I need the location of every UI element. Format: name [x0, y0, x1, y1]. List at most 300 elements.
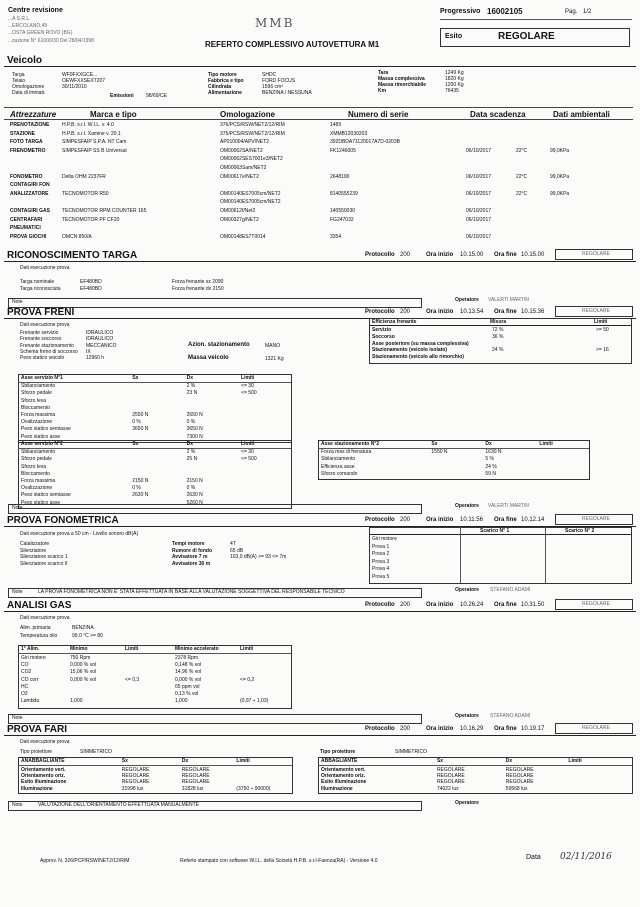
asse-cell: 2 %	[186, 383, 196, 390]
attrezzature-cell: OM00063Sam/NET2	[220, 165, 267, 171]
freni-left-value-4: 12960 h	[86, 355, 105, 362]
gas-alim-value: BENZINA	[72, 625, 94, 631]
attrezzature-cell: SIMPESFAIP S.P.A. NT Cam	[62, 139, 127, 146]
footer-approval: Approv. N. 326/PCP/RSW/NET2/12/RIM	[40, 858, 130, 864]
gas-cell: 0,000 % vol	[70, 662, 97, 669]
attrezzature-cell: OM00140ES7005cm/NET2	[220, 190, 281, 197]
asse-cell: 24 %	[485, 463, 497, 470]
fono-ora-fine-label: Ora fine	[494, 517, 517, 523]
fari-cell: REGOLARE	[181, 773, 210, 780]
asse-cell: 0 %	[186, 419, 196, 426]
asse-cell: 2150 N	[132, 478, 149, 484]
fari-row-label: Illuminazione	[321, 785, 353, 792]
eff-row-misura: 36 %	[492, 333, 504, 340]
fari-esito: REGOLARE	[582, 725, 610, 731]
targa-ora-inizio-label: Ora inizio	[426, 252, 454, 258]
fono-scarico-row: Prova 3	[372, 558, 390, 565]
veicolo-right-value-3: 76435	[445, 88, 459, 94]
asse-header: Dx	[485, 441, 492, 447]
asse-row-label: Bloccamento	[21, 470, 50, 477]
freni-protocollo-label: Protocollo	[365, 309, 395, 315]
gas-esito: REGOLARE	[582, 601, 610, 607]
attrezzature-cell: 06/10/2017	[466, 173, 492, 180]
attrezzature-cell: 99,0KPa	[550, 190, 570, 197]
eff-row-label: Servizio	[372, 327, 392, 333]
massa-veicolo-label: Massa veicolo	[188, 355, 229, 361]
footer-date-value: 02/11/2016	[560, 852, 612, 862]
fono-note-text: LA PROVA FONOMETRICA NON E' STATA EFFETTUATA IN BASE ALLA VALUTAZIONE SOGGETTIVA DEL RESPONSABILE TECNICO	[38, 589, 345, 595]
attrezzature-cell: TECNOMOTOR R50	[62, 190, 109, 197]
targa-dati-label: Dati esecuzione prova	[20, 265, 70, 271]
fari-row-label: Illuminazione	[21, 785, 53, 792]
asse-row-label: Forza max di frenatura	[321, 449, 372, 456]
asse-row-label: Sforzo comando	[321, 470, 358, 477]
attrezzature-cell: STAZIONE	[10, 130, 35, 137]
asse-row-label: Sbilanciamento	[21, 383, 56, 390]
fari-header: ABBAGLIANTE	[321, 758, 358, 764]
gas-row-label: CO2	[21, 669, 32, 676]
veicolo-mid-label-0: Tipo motore	[208, 72, 237, 78]
veicolo-mid-label-1: Fabbrica e tipo	[208, 78, 244, 84]
freni-operatore-value: VALERTI MARTIN	[488, 503, 529, 509]
table-rule	[18, 765, 292, 766]
section-prova-freni: PROVA FRENI	[4, 307, 636, 319]
attrezzature-cell: 3354	[330, 233, 342, 240]
eff-row-limite: >= 50	[596, 327, 609, 333]
veicolo-value-2: OEWFXXSEXT207	[62, 78, 106, 84]
freni-ora-inizio-value: 10.13.54	[460, 309, 484, 315]
fari-cell: REGOLARE	[436, 779, 465, 786]
attrezzature-cell: OM00327g/NET2	[220, 216, 259, 223]
fono-left-1: Silenziatore	[20, 547, 47, 554]
freni-left-labels	[20, 330, 78, 361]
attrezzature-cell: PROVA GIOCHI	[10, 233, 47, 240]
fono-mid-value-1: 65 dB	[230, 547, 244, 554]
asse-header: Sx	[431, 441, 438, 447]
targa-nominale-label: Targa nominale	[20, 279, 55, 285]
attrezzature-cell: OMCN 850/A	[62, 233, 92, 240]
fari-header: Sx	[436, 758, 444, 764]
attrezzature-cell: AP010004/APV/NET2	[220, 139, 269, 146]
freni-ora-fine-value: 10.15.36	[521, 309, 545, 315]
fari-header: Sx	[121, 758, 128, 764]
veicolo-label-0: Targa	[12, 72, 25, 78]
attrezzature-cell: OM00148ES7T0014	[220, 233, 266, 240]
fari-cell: REGOLARE	[505, 779, 534, 786]
section-riconoscimento-targa: RICONOSCIMENTO TARGA	[4, 250, 636, 262]
gas-cell: <= 0,3	[125, 676, 140, 683]
attrezzature-cell: H.P.B. s.r.l. W.I.L. v. 4.0	[62, 122, 114, 128]
freni-note-label: Note	[12, 505, 23, 511]
attrezzature-cell: CONTAGIRI GAS	[10, 208, 50, 214]
fari-cell: REGOLARE	[121, 773, 150, 780]
asse-row-label: Ovalizzazione	[21, 485, 53, 492]
gas-cell: 1,000	[175, 698, 188, 705]
attrezzature-cell: 06/10/2017	[466, 147, 492, 154]
asse-row-label: Peso statico asse	[21, 433, 61, 440]
emissioni-value: 98/69/CE	[146, 93, 167, 99]
asse-row-label: Bloccamento	[21, 404, 50, 411]
veicolo-right-values	[445, 70, 464, 94]
asse-header: Asse stazionamento N°2	[321, 441, 380, 447]
targa-operatore-value: VALERTI MARTIN	[488, 297, 529, 303]
veicolo-left-values	[62, 72, 105, 90]
attrezzature-cell: ANALIZZATORE	[10, 190, 49, 197]
fari-header: ANABBAGLIANTE	[21, 758, 65, 764]
fono-mid-label-3: Avvisatore 30 m	[172, 560, 211, 567]
veicolo-right-labels	[378, 70, 426, 94]
attrezzature-cell: 06/10/2017	[466, 208, 492, 214]
asse-cell: 2630 N	[186, 492, 203, 499]
fari-cell: REGOLARE	[121, 767, 150, 773]
fono-scarico-box	[369, 527, 632, 584]
gas-header: Minimo	[70, 646, 88, 652]
fono-mid-value-2: 103,0 dB(A) >= 93 <= 7m	[230, 554, 287, 560]
attrezzature-header-3: Numero di serie	[348, 110, 409, 119]
veicolo-value-1: WF0FXXGCE...	[62, 72, 98, 78]
attrezzature-cell: 1489	[330, 122, 342, 128]
gas-cell: 0,148 % vol	[175, 662, 202, 669]
fono-protocollo-value: 200	[400, 517, 411, 523]
fari-cell: 31998 lux	[121, 785, 144, 792]
gas-cell: 0,13 % vol	[175, 691, 199, 697]
attrezzature-cell: TECNOMOTOR RPM COUNTER 165	[62, 208, 147, 214]
attrezzature-cell: OM00612f/Net2	[220, 208, 256, 214]
targa-nominale-value: EF480BD	[80, 279, 102, 285]
section-analisi-gas: ANALISI GAS	[4, 600, 636, 612]
fari-cell: 74022 lux	[436, 785, 459, 792]
targa-operatore-label: Operatore	[455, 297, 479, 303]
gas-dati-label: Dati esecuzione prova	[20, 615, 70, 621]
freni-left-values	[86, 330, 117, 361]
attrezzature-cell: SIMPESFAIP SS B Universal	[62, 147, 127, 154]
attrezzature-cell: XMMB12030203	[330, 130, 368, 137]
asse-cell: <= 30	[241, 449, 254, 456]
fari-note-text: VALUTAZIONE DELL'ORIENTAMENTO EFFETTUATA MANUALMENTE	[38, 802, 199, 808]
forza-frenante-dx: Forza frenante dx 2150	[172, 286, 224, 292]
veicolo-mid-label-3: Alimentazione	[208, 90, 242, 96]
gas-cell: 15,06 % vol	[70, 669, 97, 676]
veicolo-mid-values	[262, 72, 312, 96]
fari-tipo-value-left: SIMMETRICO	[80, 749, 112, 755]
asse-row-label: Peso statico semiasse	[21, 492, 71, 499]
fari-cell: REGOLARE	[181, 779, 210, 786]
asse-cell: 59 N	[485, 470, 496, 477]
attrezzature-cell: OM00062SES7001e3/NET2	[220, 156, 283, 163]
attrezzature-cell: FG247032	[330, 216, 354, 223]
targa-riconosciuta-label: Targa riconosciuta	[20, 286, 61, 292]
azion-label: Azion. stazionamento	[188, 342, 250, 348]
freni-ora-fine-label: Ora fine	[494, 309, 517, 315]
fari-header: Limiti	[236, 758, 250, 764]
targa-ora-inizio-value: 10.15.00	[460, 252, 484, 258]
asse-cell: 2 %	[186, 449, 196, 456]
attrezzature-cell: OM00617e/NET2	[220, 173, 259, 180]
fari-cell: REGOLARE	[121, 779, 150, 786]
asse-header: Dx	[186, 441, 194, 447]
gas-header: 1° Alim.	[21, 646, 40, 652]
gas-temp-label: Temperatura olio	[20, 633, 58, 639]
fari-cell: REGOLARE	[436, 767, 465, 773]
attrezzature-cell: 392DBDA71120017A7D-0203B	[330, 139, 400, 146]
attrezzature-cell: FK1246005	[330, 147, 356, 154]
fari-header: Dx	[181, 758, 189, 764]
eff-row-label: Asse posteriore (su massa complessiva)	[372, 340, 469, 347]
freni-left-label-0: Frenante servizio	[20, 330, 59, 336]
veicolo-value-3: 30/11/2010	[62, 84, 87, 90]
veicolo-mid-value-2: 1596 cm³	[262, 84, 283, 90]
gas-row-label: CO	[21, 662, 29, 669]
asse-cell: 2150 N	[186, 478, 203, 484]
attrezzature-cell: 99,0KPa	[550, 173, 570, 180]
fono-note-label: Note	[12, 589, 23, 595]
fono-operatore-label: Operatore	[455, 587, 479, 593]
asse-header: Limiti	[241, 441, 255, 447]
veicolo-right-value-1: 1820 Kg	[445, 76, 464, 82]
targa-protocollo-label: Protocollo	[365, 252, 395, 258]
veicolo-mid-value-0: SHDC	[262, 72, 277, 78]
progressivo-value: 16002105	[487, 7, 523, 16]
veicolo-mid-labels	[208, 72, 244, 96]
veicolo-label-3: Data di immatr.	[12, 90, 46, 96]
gas-header: Limiti	[125, 646, 139, 652]
targa-ora-fine-label: Ora fine	[494, 252, 517, 258]
asse-header: Limiti	[539, 441, 553, 447]
veicolo-mid-value-1: FORD FOCUS	[262, 78, 296, 84]
gas-row-label: Lambda	[21, 698, 40, 705]
fari-ora-fine-value: 10.19.17	[521, 726, 545, 732]
scarico-2-header: Scarico N° 2	[565, 528, 595, 534]
asse-row-label: Efficienza asse	[321, 463, 355, 470]
page-value: 1/2	[583, 9, 592, 15]
veicolo-mid-label-2: Cilindrata	[208, 84, 232, 90]
azion-value: MANO	[265, 343, 280, 349]
attrezzature-cell: 22°C	[516, 147, 528, 154]
gas-cell: 2378 Rpm	[175, 655, 199, 661]
asse-header: Dx	[186, 375, 194, 381]
attrezzature-header-4: Data scadenza	[470, 110, 526, 119]
fari-cell: REGOLARE	[181, 767, 210, 773]
attrezzature-cell: 2648190	[330, 173, 350, 180]
gas-row-label: CO corr	[21, 676, 39, 683]
fono-scarico-row: Prova 1	[372, 543, 390, 550]
asse-cell: 3650 N	[186, 426, 203, 433]
fono-dati-label: Dati esecuzione prova a 50 cm - Livello sonoro dB(A)	[20, 531, 139, 537]
veicolo-right-value-0: 1249 Kg	[445, 70, 464, 76]
freni-left-label-2: Frenante stazionamento	[20, 342, 74, 349]
fari-dati-label: Dati esecuzione prova	[20, 739, 70, 745]
gas-cell: 14,96 % vol	[175, 669, 202, 676]
veicolo-right-label-2: Massa rimorchiabile	[378, 82, 427, 88]
freni-left-value-2: MECCANICO	[86, 342, 117, 349]
veicolo-label-2: Omologazione	[12, 84, 45, 90]
freni-left-label-3: Schema freno di soccorso	[20, 348, 78, 355]
fono-scarico-row: Prova 4	[372, 566, 390, 572]
attrezzature-header-0: Attrezzature	[10, 110, 57, 119]
veicolo-mid-value-3: BENZINA / NESSUNA	[262, 90, 312, 96]
eff-row-label: Soccorso	[372, 333, 395, 340]
asse-row-label: Forza massima	[21, 412, 56, 418]
fono-ora-fine-value: 10.12.14	[521, 517, 545, 523]
eff-row-misura: 72 %	[492, 327, 504, 333]
gas-temp-value: 99,0 °C >= 80	[72, 633, 103, 639]
asse-row-label: Sforzo pedale	[21, 456, 52, 463]
targa-protocollo-value: 200	[400, 252, 411, 258]
eff-header-1: Misura	[490, 319, 507, 325]
fari-cell: REGOLARE	[436, 773, 465, 780]
gas-cell: 0,000 % vol	[175, 676, 202, 683]
asse-cell: 25 N	[186, 456, 198, 463]
scarico-1-header: Scarico N° 1	[480, 528, 510, 534]
asse-header: Sx	[132, 375, 139, 381]
targa-riconosciuta-value: EF480BD	[80, 286, 102, 292]
attrezzature-cell: 06/10/2017	[466, 190, 492, 197]
targa-esito: REGOLARE	[582, 251, 610, 257]
asse-row-label: Sbilanciamento	[321, 456, 356, 463]
fono-operatore-value: STEFANO ADAMI	[490, 587, 531, 593]
veicolo-right-value-2: 1200 Kg	[445, 82, 464, 88]
footer-date-label: Data	[526, 854, 541, 861]
freni-left-label-4: Peso statico veicolo	[20, 355, 65, 362]
fari-row-label: Orientamento vert.	[21, 767, 66, 773]
fono-left-labels	[20, 541, 68, 567]
attrezzature-cell: H.P.B. s.r.l. Xamine v. 20.1	[62, 130, 121, 137]
fari-ora-inizio-value: 10.16.29	[460, 726, 484, 732]
fono-left-3: Silenziatore scarico II	[20, 560, 68, 567]
asse-row-label: Ovalizzazione	[21, 419, 53, 426]
attrezzature-cell: 99,0KPa	[550, 147, 570, 154]
gas-protocollo-label: Protocollo	[365, 602, 395, 608]
fono-mid-value-0: 4T	[230, 541, 236, 547]
freni-dati-label: Dati esecuzione prova	[20, 322, 70, 328]
eff-row-label: Stazionamento (veicolo allo rimorchio)	[372, 354, 464, 361]
centre-title: Centre revisione	[8, 7, 63, 14]
attrezzature-cell: 22°C	[516, 190, 528, 197]
veicolo-right-label-1: Massa complessiva	[378, 76, 425, 82]
centre-address-1: ...A S.R.L.	[8, 16, 31, 22]
asse-cell: 5 %	[485, 456, 495, 463]
gas-cell: 0,000 % vol	[70, 676, 97, 683]
fono-mid-label-1: Rumore di fondo	[172, 547, 212, 554]
asse-cell: 7300 N	[186, 433, 203, 440]
fono-ora-inizio-label: Ora inizio	[426, 517, 454, 523]
freni-esito: REGOLARE	[582, 308, 610, 314]
fari-protocollo-value: 200	[400, 726, 411, 732]
section-prova-fari: PROVA FARI	[4, 724, 636, 736]
eff-header-2: Limiti	[594, 319, 608, 325]
massa-veicolo-value: 1321 Kg	[265, 356, 284, 362]
asse-cell: 2550 N	[132, 412, 149, 418]
fari-ora-inizio-label: Ora inizio	[426, 726, 454, 732]
attrezzature-cell: 375/PCS/RSW/NET2/12/RIM	[220, 130, 285, 137]
centre-address-2: ...ERCOLANO,45	[8, 23, 48, 29]
fari-tipo-label-left: Tipo proiettore	[20, 749, 53, 755]
asse-row-label: Peso statico asse	[21, 499, 61, 506]
fari-header: Dx	[505, 758, 513, 764]
asse-row-label: Sbilanciamento	[21, 449, 56, 456]
asse-row-label: Sforzo pedale	[21, 390, 52, 397]
freni-ora-inizio-label: Ora inizio	[426, 309, 454, 315]
asse-row-label: Forza massima	[21, 478, 56, 484]
section-prova-fonometrica: PROVA FONOMETRICA	[4, 515, 636, 527]
gas-operatore-value: STEFANO ADAMI	[490, 713, 531, 719]
fari-cell: (3750 ÷ 90000)	[236, 785, 271, 792]
asse-cell: 0 %	[132, 419, 141, 426]
attrezzature-cell: OM00062SA/NET2	[220, 147, 263, 154]
progressivo-label: Progressivo	[440, 8, 481, 15]
asse-cell: <= 30	[241, 383, 254, 390]
fari-cell: REGOLARE	[505, 773, 534, 780]
attrezzature-cell: FONOMETRO	[10, 173, 43, 180]
gas-header: Limiti	[240, 646, 254, 652]
asse-row-label: Sforzo leva	[21, 463, 47, 470]
fono-ora-inizio-value: 10.11.56	[460, 517, 483, 523]
fono-mid-labels	[172, 541, 212, 567]
veicolo-label-1: Telaio	[12, 78, 26, 84]
asse-header: Sx	[132, 441, 139, 447]
centre-address-3: ...OSTA GREEN ROVO (BG)	[8, 30, 73, 36]
fono-mid-values	[230, 541, 286, 561]
gas-operatore-label: Operatore	[455, 713, 479, 719]
esito-label: Esito	[445, 33, 463, 40]
fari-tipo-value-right: SIMMETRICO	[395, 749, 427, 755]
asse-cell: 3650 N	[132, 426, 149, 433]
attrezzature-cell: Delta OHM 2237FR	[62, 173, 106, 180]
freni-left-value-0: IDRAULICO	[86, 330, 114, 336]
gas-protocollo-value: 200	[400, 602, 411, 608]
fono-mid-label-2: Avvisatore 7 m	[172, 554, 208, 560]
attrezzature-header-2: Omologazione	[220, 110, 276, 119]
fari-cell: REGOLARE	[505, 767, 534, 773]
centre-authorization: ...zazione N° 61000/30 Del 28/04/1998	[8, 38, 94, 44]
gas-cell: 65 ppm vol	[175, 683, 200, 690]
forza-frenante-sx: Forza frenante sx 2090	[172, 279, 224, 285]
eff-header-0: Efficienza frenante	[372, 319, 417, 325]
asse-row-label: Sforzo leva	[21, 397, 47, 404]
gas-cell: 750 Rpm	[70, 655, 91, 661]
gas-alim-label: Alim. primaria	[20, 625, 51, 631]
mmb-logo: MMB	[255, 16, 295, 30]
asse-cell: 0 %	[132, 485, 141, 492]
fari-row-label: Orientamento oriz.	[21, 773, 66, 780]
fono-scarico-row: Prova 2	[372, 551, 390, 557]
fari-note-label: Note	[12, 802, 23, 808]
attrezzature-header-1: Marca e tipo	[90, 110, 137, 119]
fari-tipo-label-right: Tipo proiettore	[320, 749, 356, 755]
attrezzature-cell: FRENOMETRO	[10, 147, 46, 154]
asse-cell: 5260 N	[186, 499, 203, 506]
asse-cell: <= 500	[241, 456, 257, 463]
gas-row-label: O2	[21, 691, 28, 697]
attrezzature-cell: PNEUMATICI	[10, 225, 41, 232]
fari-header: Limiti	[568, 758, 582, 764]
fari-ora-fine-label: Ora fine	[494, 726, 517, 732]
fono-left-0: Catalizzatore	[20, 541, 50, 547]
veicolo-right-label-0: Tara	[378, 70, 389, 76]
attrezzature-cell: CENTRAFARI	[10, 216, 43, 223]
attrezzature-cell: 22°C	[516, 173, 528, 180]
fono-scarico-row: Prova 5	[372, 573, 390, 580]
attrezzature-header-5: Dati ambientali	[553, 110, 610, 119]
fono-scarico-row: Giri motore	[372, 536, 397, 542]
asse-cell: 2630 N	[132, 492, 149, 499]
asse-cell: 23 N	[186, 390, 198, 397]
attrezzature-cell: 8140555239	[330, 190, 358, 197]
gas-row-label: HC	[21, 683, 29, 690]
attrezzature-cell: FOTO TARGA	[10, 139, 43, 146]
attrezzature-cell: 06/10/2017	[466, 216, 492, 223]
gas-ora-inizio-value: 10.26.24	[460, 602, 484, 608]
